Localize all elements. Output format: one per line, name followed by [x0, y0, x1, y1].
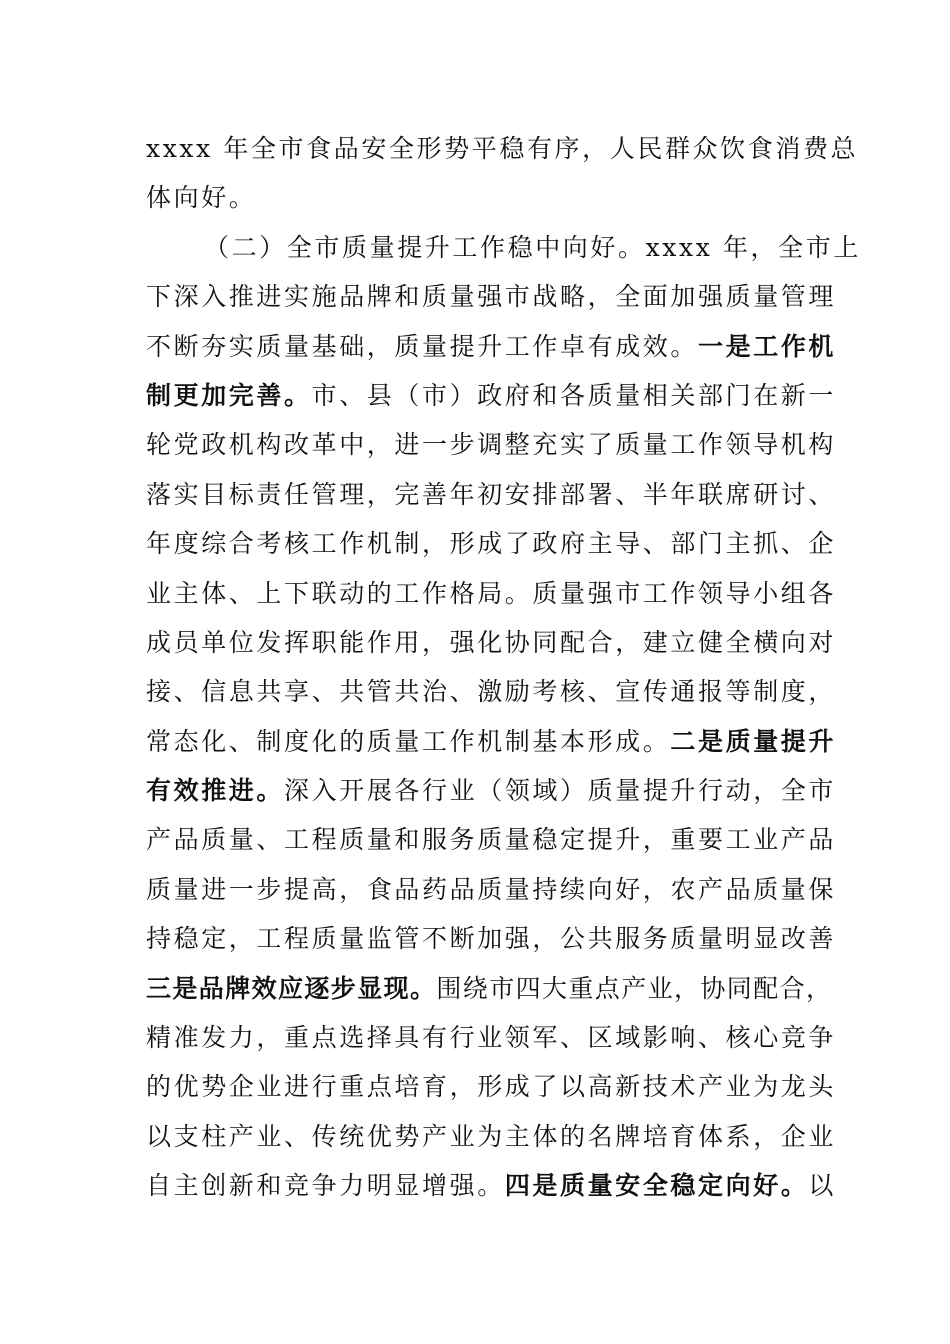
text-line: [146, 322, 837, 371]
body-text-span: 市、县（市）政府和各质量相关部门在新一: [311, 380, 837, 410]
text-line: [146, 173, 806, 222]
body-text-span: 精准发力，重点选择具有行业领军、区域影响、核心竞争: [146, 1023, 837, 1053]
body-text-span: 常态化、制度化的质量工作机制基本形成。: [146, 726, 671, 756]
body-text-span: 体向好。: [146, 183, 257, 213]
text-line: [146, 223, 861, 272]
text-line: [146, 371, 837, 420]
body-text-span: 接、信息共享、共管共治、激励考核、宣传通报等制度，: [146, 677, 837, 707]
body-text-span: 落实目标责任管理，完善年初安排部署、半年联席研讨、: [146, 479, 837, 509]
text-line: [146, 272, 837, 321]
text-line: [146, 124, 859, 173]
text-line: [146, 1112, 837, 1161]
text-line: [146, 569, 837, 618]
body-text: [146, 124, 861, 1211]
bold-heading-text: 四是质量安全稳定向好。: [504, 1171, 809, 1201]
body-text-span: 深入开展各行业（领域）质量提升行动，全市: [284, 776, 837, 806]
body-text-span: xxxx 年全市食品安全形势平稳有序，人民群众饮食消费总: [146, 134, 859, 163]
text-line: [146, 420, 837, 469]
text-line: [146, 766, 837, 815]
text-line: [146, 964, 833, 1013]
text-line: [146, 618, 837, 667]
body-text-span: 以支柱产业、传统优势产业为主体的名牌培育体系，企业: [146, 1121, 837, 1151]
body-text-span: 轮党政机构改革中，进一步调整充实了质量工作领导机构: [146, 430, 837, 460]
text-line: [146, 667, 837, 716]
bold-heading-text: 三是品牌效应逐步显现。: [146, 973, 437, 1003]
body-text-span: 围绕市四大重点产业，协同配合，: [436, 973, 833, 1003]
body-text-span: 以: [808, 1171, 837, 1201]
text-line: [146, 1062, 837, 1111]
text-line: [146, 519, 837, 568]
text-line: [146, 1161, 837, 1210]
body-text-span: 持稳定，工程质量监管不断加强，公共服务质量明显改善: [146, 924, 837, 954]
body-text-span: 下深入推进实施品牌和质量强市战略，全面加强质量管理: [146, 282, 837, 312]
text-line: [146, 1013, 837, 1062]
text-line: [146, 717, 837, 766]
body-text-span: 不断夯实质量基础，质量提升工作卓有成效。: [146, 331, 699, 361]
bold-heading-text: 二是质量提升: [670, 726, 837, 756]
body-text-span: 年度综合考核工作机制，形成了政府主导、部门主抓、企: [146, 529, 837, 559]
body-text-span: （二）全市质量提升工作稳中向好。xxxx 年，全市上: [204, 232, 861, 262]
bold-heading-text: 制更加完善。: [146, 380, 312, 410]
text-line: [146, 865, 837, 914]
body-text-span: 产品质量、工程质量和服务质量稳定提升，重要工业产品: [146, 825, 837, 855]
body-text-span: 业主体、上下联动的工作格局。质量强市工作领导小组各: [146, 578, 837, 608]
body-text-span: 质量进一步提高，食品药品质量持续向好，农产品质量保: [146, 874, 837, 904]
body-text-span: 的优势企业进行重点培育，形成了以高新技术产业为龙头: [146, 1072, 837, 1102]
bold-heading-text: 有效推进。: [146, 776, 285, 806]
text-line: [146, 914, 837, 963]
body-text-span: 成员单位发挥职能作用，强化协同配合，建立健全横向对: [146, 627, 837, 657]
text-line: [146, 815, 837, 864]
body-text-span: 自主创新和竞争力明显增强。: [146, 1171, 505, 1201]
bold-heading-text: 一是工作机: [698, 331, 837, 361]
text-line: [146, 470, 837, 519]
